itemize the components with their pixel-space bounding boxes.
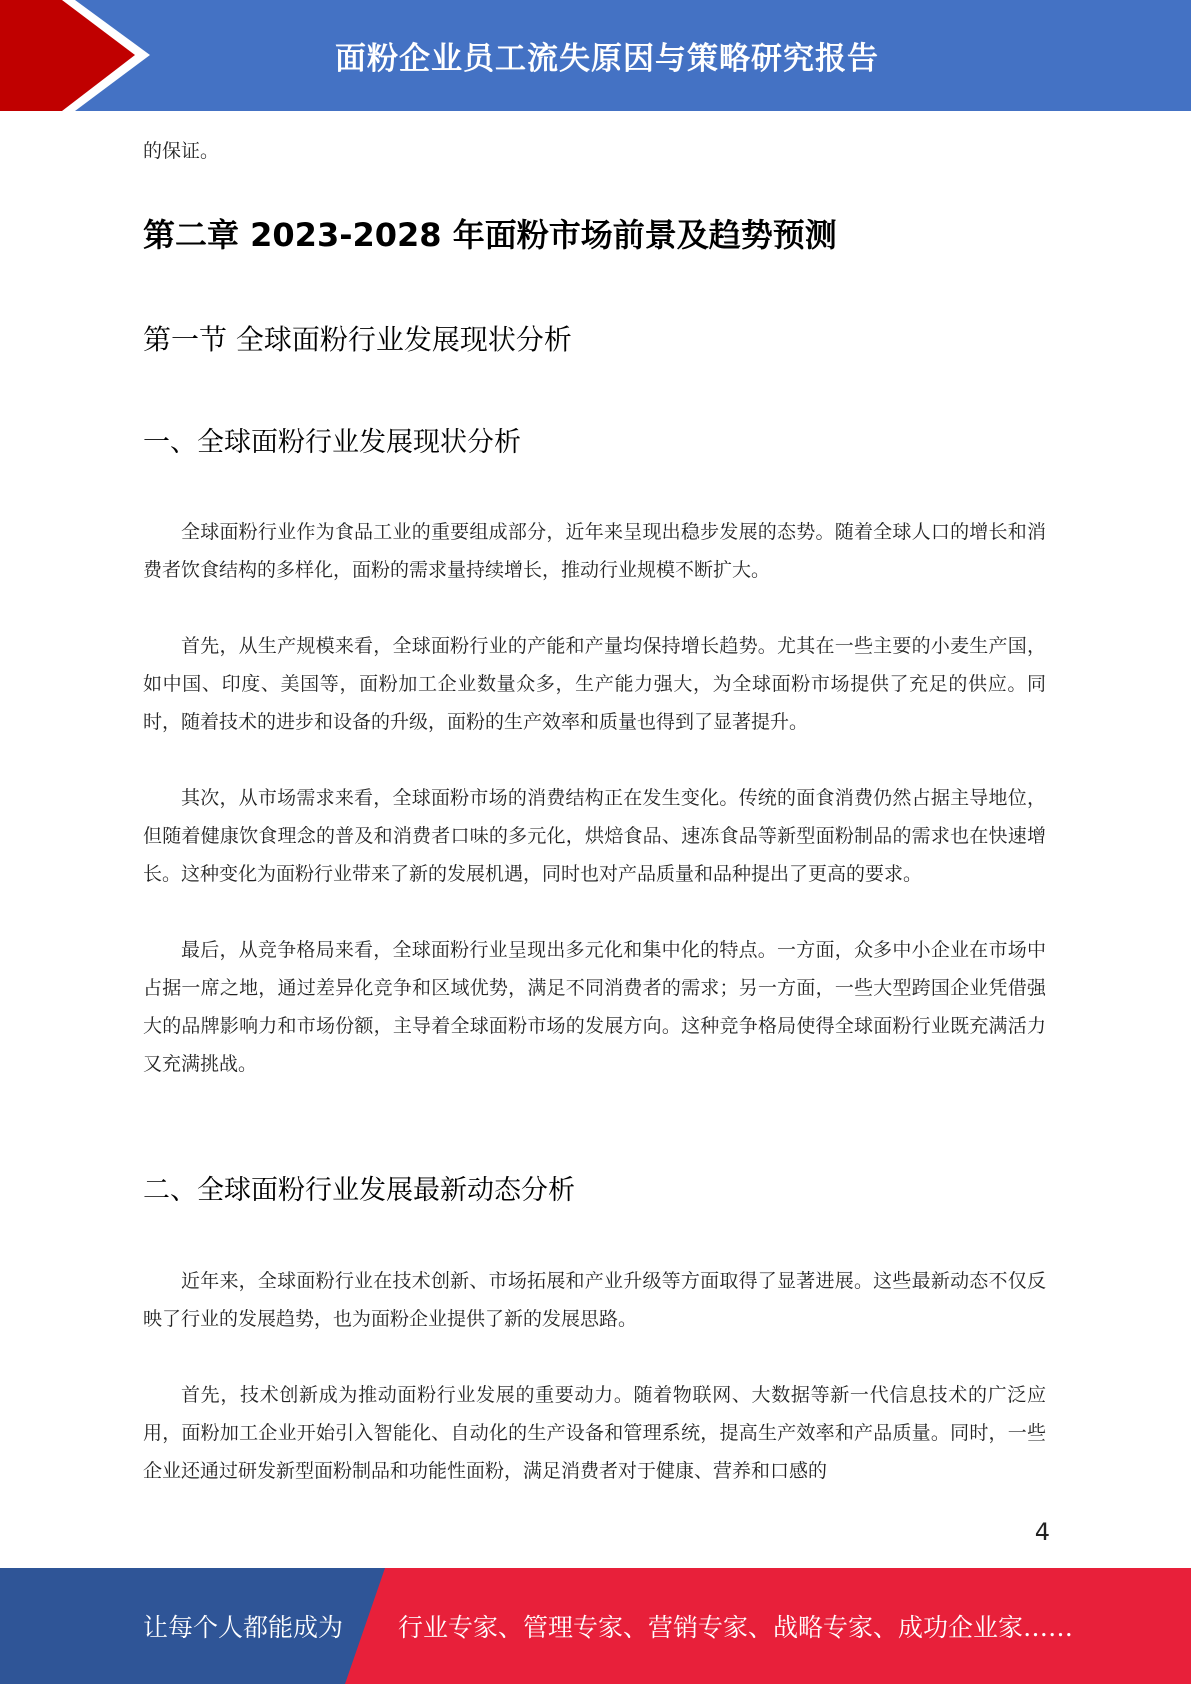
footer-slogan-right: 行业专家、管理专家、营销专家、战略专家、成功企业家…… <box>398 1613 1074 1642</box>
footer-slogan-left: 让每个人都能成为 <box>143 1613 344 1642</box>
report-title: 面粉企业员工流失原因与策略研究报告 <box>335 41 879 77</box>
paragraph: 最后，从竞争格局来看，全球面粉行业呈现出多元化和集中化的特点。一方面，众多中小企业在市场中占据一席之地，通过差异化竞争和区域优势，满足不同消费者的需求；另一方面，一些大型跨国企业凭借强大的品牌影响力和市场份额，主导着全球面粉市场的发展方向。这种竞争格局使得全球面粉行业既充满活力又充满挑战。 <box>143 939 1046 1075</box>
paragraph: 其次，从市场需求来看，全球面粉市场的消费结构正在发生变化。传统的面食消费仍然占据主导地位，但随着健康饮食理念的普及和消费者口味的多元化，烘焙食品、速冻食品等新型面粉制品的需求也在快速增长。这种变化为面粉行业带来了新的发展机遇，同时也对产品质量和品种提出了更高的要求。 <box>143 787 1046 885</box>
section-title: 第一节 全球面粉行业发展现状分析 <box>143 323 572 356</box>
paragraph: 首先，从生产规模来看，全球面粉行业的产能和产量均保持增长趋势。尤其在一些主要的小麦生产国，如中国、印度、美国等，面粉加工企业数量众多，生产能力强大，为全球面粉市场提供了充足的供应。同时，随着技术的进步和设备的升级，面粉的生产效率和质量也得到了显著提升。 <box>143 635 1046 733</box>
subsection-2-body <box>143 1262 1046 1490</box>
page-header <box>0 0 1191 111</box>
carryover-text: 的保证。 <box>143 140 220 162</box>
paragraph: 全球面粉行业作为食品工业的重要组成部分，近年来呈现出稳步发展的态势。随着全球人口的增长和消费者饮食结构的多样化，面粉的需求量持续增长，推动行业规模不断扩大。 <box>143 521 1046 581</box>
chapter-title: 第二章 2023-2028 年面粉市场前景及趋势预测 <box>143 216 837 254</box>
page-number: 4 <box>1034 1518 1050 1546</box>
page-footer <box>0 1568 1191 1684</box>
subsection-title-1: 一、全球面粉行业发展现状分析 <box>143 427 521 458</box>
subsection-title-2: 二、全球面粉行业发展最新动态分析 <box>143 1175 575 1206</box>
subsection-1-body <box>143 513 1046 1083</box>
paragraph: 首先，技术创新成为推动面粉行业发展的重要动力。随着物联网、大数据等新一代信息技术的广泛应用，面粉加工企业开始引入智能化、自动化的生产设备和管理系统，提高生产效率和产品质量。同时，一些企业还通过研发新型面粉制品和功能性面粉，满足消费者对于健康、营养和口感的 <box>143 1384 1046 1482</box>
paragraph: 近年来，全球面粉行业在技术创新、市场拓展和产业升级等方面取得了显著进展。这些最新动态不仅反映了行业的发展趋势，也为面粉企业提供了新的发展思路。 <box>143 1270 1046 1330</box>
